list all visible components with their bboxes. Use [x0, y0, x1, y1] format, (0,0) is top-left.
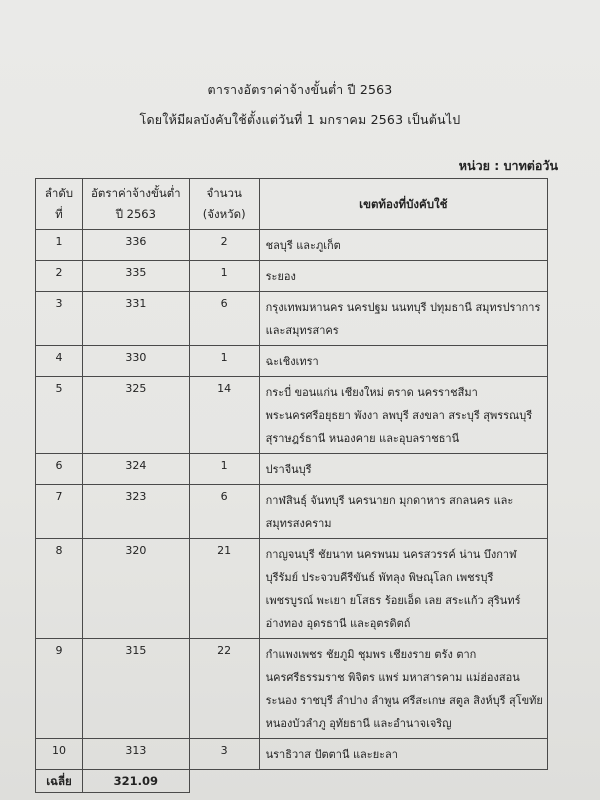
cell-order: 1	[36, 230, 83, 261]
cell-zone: ระยอง	[259, 261, 547, 292]
cell-order: 2	[36, 261, 83, 292]
document-subtitle: โดยให้มีผลบังคับใช้ตั้งแต่วันที่ 1 มกราคม 2563 เป็นต้นไป	[139, 112, 461, 127]
cell-count: 2	[189, 230, 259, 261]
cell-count: 6	[189, 292, 259, 346]
cell-zone: ฉะเชิงเทรา	[259, 346, 547, 377]
table-header-row	[36, 179, 548, 230]
table-row	[36, 346, 548, 377]
header-order-line2: ที่	[55, 207, 63, 221]
cell-count: 1	[189, 261, 259, 292]
cell-rate: 325	[82, 377, 189, 454]
cell-rate: 336	[82, 230, 189, 261]
cell-count: 1	[189, 346, 259, 377]
cell-count: 3	[189, 739, 259, 770]
header-rate-line2: ปี 2563	[115, 207, 156, 221]
cell-zone: ชลบุรี และภูเก็ต	[259, 230, 547, 261]
average-row	[36, 770, 548, 793]
cell-rate: 335	[82, 261, 189, 292]
cell-order: 3	[36, 292, 83, 346]
header-count	[189, 179, 259, 230]
table-row	[36, 454, 548, 485]
header-count-line1: จำนวน	[206, 186, 242, 200]
cell-order: 6	[36, 454, 83, 485]
cell-zone: กาฬสินธุ์ จันทบุรี นครนายก มุกดาหาร สกลนคร และสมุทรสงคราม	[259, 485, 547, 539]
cell-rate: 320	[82, 539, 189, 639]
cell-count: 1	[189, 454, 259, 485]
cell-order: 4	[36, 346, 83, 377]
cell-rate: 324	[82, 454, 189, 485]
cell-count: 6	[189, 485, 259, 539]
table-row	[36, 230, 548, 261]
unit-label: หน่วย : บาทต่อวัน	[458, 158, 558, 173]
table-row	[36, 539, 548, 639]
cell-order: 7	[36, 485, 83, 539]
table-row	[36, 739, 548, 770]
cell-rate: 323	[82, 485, 189, 539]
cell-rate: 315	[82, 639, 189, 739]
cell-count: 22	[189, 639, 259, 739]
header-count-line2: (จังหวัด)	[202, 207, 246, 221]
header-zone: เขตท้องที่บังคับใช้	[259, 179, 547, 230]
cell-zone: กำแพงเพชร ชัยภูมิ ชุมพร เชียงราย ตรัง ตาก นครศรีธรรมราช พิจิตร แพร่ มหาสารคาม แม่ฮ่องสอน ระนอง ราชบุรี ลำปาง ลำพูน ศรีสะเกษ สตูล สิงห์บุรี สุโขทัย หนองบัวลำภู อุทัยธานี และอำนาจเจริญ	[259, 639, 547, 739]
table-row	[36, 639, 548, 739]
table-row	[36, 485, 548, 539]
cell-zone: กระบี่ ขอนแก่น เชียงใหม่ ตราด นครราชสีมา พระนครศรีอยุธยา พังงา ลพบุรี สงขลา สระบุรี สุพรรณบุรี สุราษฎร์ธานี หนองคาย และอุบลราชธานี	[259, 377, 547, 454]
cell-order: 5	[36, 377, 83, 454]
average-label: เฉลี่ย	[36, 770, 83, 793]
cell-zone: กรุงเทพมหานคร นครปฐม นนทบุรี ปทุมธานี สมุทรปราการ และสมุทรสาคร	[259, 292, 547, 346]
cell-order: 8	[36, 539, 83, 639]
document-title: ตารางอัตราค่าจ้างขั้นต่ำ ปี 2563	[207, 82, 393, 97]
header-rate-line1: อัตราค่าจ้างขั้นต่ำ	[91, 186, 181, 200]
cell-rate: 313	[82, 739, 189, 770]
cell-count: 21	[189, 539, 259, 639]
header-order-line1: ลำดับ	[44, 186, 74, 200]
cell-rate: 331	[82, 292, 189, 346]
cell-order: 9	[36, 639, 83, 739]
minimum-wage-table	[35, 178, 548, 793]
cell-zone: นราธิวาส ปัตตานี และยะลา	[259, 739, 547, 770]
cell-rate: 330	[82, 346, 189, 377]
average-blank-cell	[259, 770, 547, 793]
table-row	[36, 292, 548, 346]
header-rate	[82, 179, 189, 230]
table-row	[36, 377, 548, 454]
average-blank-cell	[189, 770, 259, 793]
cell-count: 14	[189, 377, 259, 454]
cell-order: 10	[36, 739, 83, 770]
header-order	[36, 179, 83, 230]
table-row	[36, 261, 548, 292]
cell-zone: กาญจนบุรี ชัยนาท นครพนม นครสวรรค์ น่าน บึงกาฬ บุรีรัมย์ ประจวบคีรีขันธ์ พัทลุง พิษณุโลก เพชรบุรี เพชรบูรณ์ พะเยา ยโสธร ร้อยเอ็ด เลย สระแก้ว สุรินทร์ อ่างทอง อุดรธานี และอุตรดิตถ์	[259, 539, 547, 639]
cell-zone: ปราจีนบุรี	[259, 454, 547, 485]
average-value: 321.09	[82, 770, 189, 793]
